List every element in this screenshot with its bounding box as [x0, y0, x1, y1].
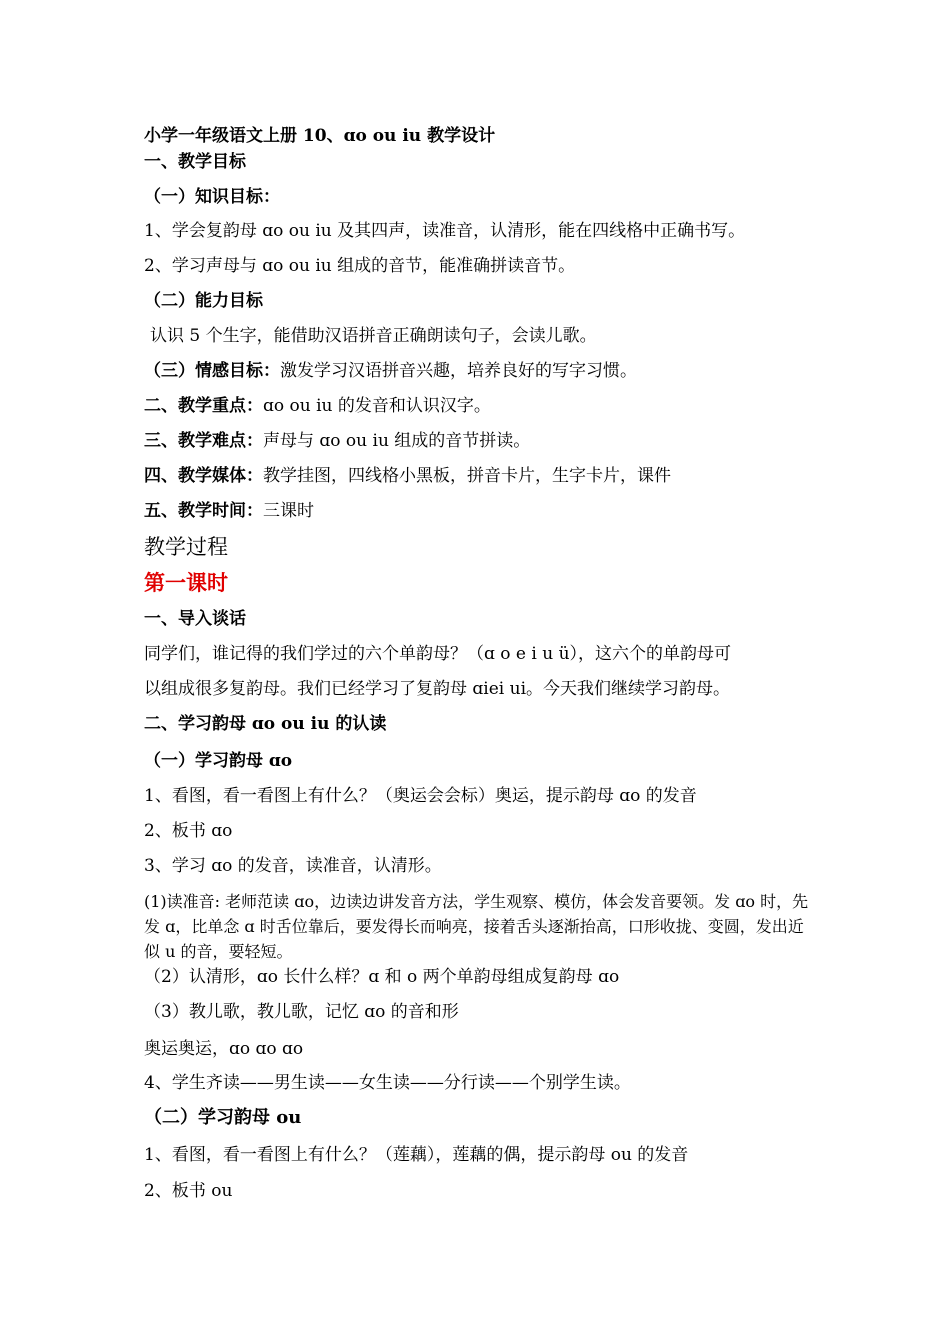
ao-shape-line: （2）认清形，ɑo 长什么样？ɑ 和 o 两个单韵母组成复韵母 ɑo	[144, 967, 620, 987]
ao-step-1: 1、看图，看一看图上有什么？（奥运会会标）奥运，提示韵母 ɑo 的发音	[144, 786, 697, 806]
ou-step-1: 1、看图，看一看图上有什么？（莲藕），莲藕的偶，提示韵母 ou 的发音	[144, 1145, 689, 1165]
heading-intro: 一、导入谈话	[144, 609, 246, 629]
emotion-goal-text: 激发学习汉语拼音兴趣，培养良好的写字习惯。	[280, 361, 637, 381]
ao-rhyme-text: 奥运奥运，ɑo ɑo ɑo	[144, 1039, 304, 1059]
key-points-label: 二、教学重点：	[144, 396, 263, 416]
ao-step-2: 2、板书 ɑo	[144, 821, 233, 841]
heading-teaching-goals: 一、教学目标	[144, 152, 246, 172]
heading-lesson-1: 第一课时	[144, 570, 228, 595]
key-points-line	[144, 395, 491, 417]
difficulty-line	[144, 430, 530, 452]
ao-pronunciation-paragraph: (1)读准音: 老师范读 ɑo，边读边讲发音方法，学生观察、模仿，体会发音要领。发 ɑo 时，先发 ɑ，比单念 ɑ 时舌位靠后，要发得长而响亮，接着舌头逐渐抬高，口形收拢、变圆，发出近似 u 的音，要轻短。	[144, 892, 809, 961]
difficulty-label: 三、教学难点：	[144, 431, 263, 451]
key-points-text: ɑo ou iu 的发音和认识汉字。	[263, 396, 491, 416]
heading-teaching-process: 教学过程	[144, 535, 228, 559]
ao-step-3: 3、学习 ɑo 的发音，读准音，认清形。	[144, 856, 442, 876]
knowledge-goal-1: 1、学会复韵母 ɑo ou iu 及其四声，读准音，认清形，能在四线格中正确书写。	[144, 221, 746, 241]
heading-learn-finals: 二、学习韵母 ɑo ou iu 的认读	[144, 714, 387, 734]
time-label: 五、教学时间：	[144, 501, 263, 521]
ao-rhyme-line: （3）教儿歌，教儿歌，记忆 ɑo 的音和形	[144, 1002, 459, 1022]
knowledge-goal-2: 2、学习声母与 ɑo ou iu 组成的音节，能准确拼读音节。	[144, 256, 576, 276]
time-text: 三课时	[263, 501, 314, 521]
intro-line-2: 以组成很多复韵母。我们已经学习了复韵母 ɑiei ui。今天我们继续学习韵母。	[144, 679, 731, 699]
subheading-learn-ao: （一）学习韵母 ɑo	[144, 751, 293, 771]
media-label: 四、教学媒体：	[144, 466, 263, 486]
difficulty-text: 声母与 ɑo ou iu 组成的音节拼读。	[263, 431, 531, 451]
intro-line-1: 同学们，谁记得的我们学过的六个单韵母？（ɑ o e i u ü），这六个的单韵母可	[144, 644, 732, 664]
ou-step-2: 2、板书 ou	[144, 1181, 233, 1201]
ability-goal-text: 认识 5 个生字，能借助汉语拼音正确朗读句子，会读儿歌。	[150, 326, 597, 346]
emotion-goal-label: （三）情感目标：	[144, 361, 280, 381]
media-line	[144, 465, 671, 487]
subheading-ability-goals: （二）能力目标	[144, 291, 263, 311]
time-line	[144, 500, 314, 522]
emotion-goal-line	[144, 360, 637, 382]
subheading-knowledge-goals: （一）知识目标：	[144, 187, 280, 207]
doc-title: 小学一年级语文上册 10、ɑo ou iu 教学设计	[144, 126, 496, 146]
ao-step-4: 4、学生齐读——男生读——女生读——分行读——个别学生读。	[144, 1073, 631, 1093]
media-text: 教学挂图，四线格小黑板，拼音卡片，生字卡片，课件	[263, 466, 671, 486]
subheading-learn-ou: （二）学习韵母 ou	[144, 1107, 302, 1128]
